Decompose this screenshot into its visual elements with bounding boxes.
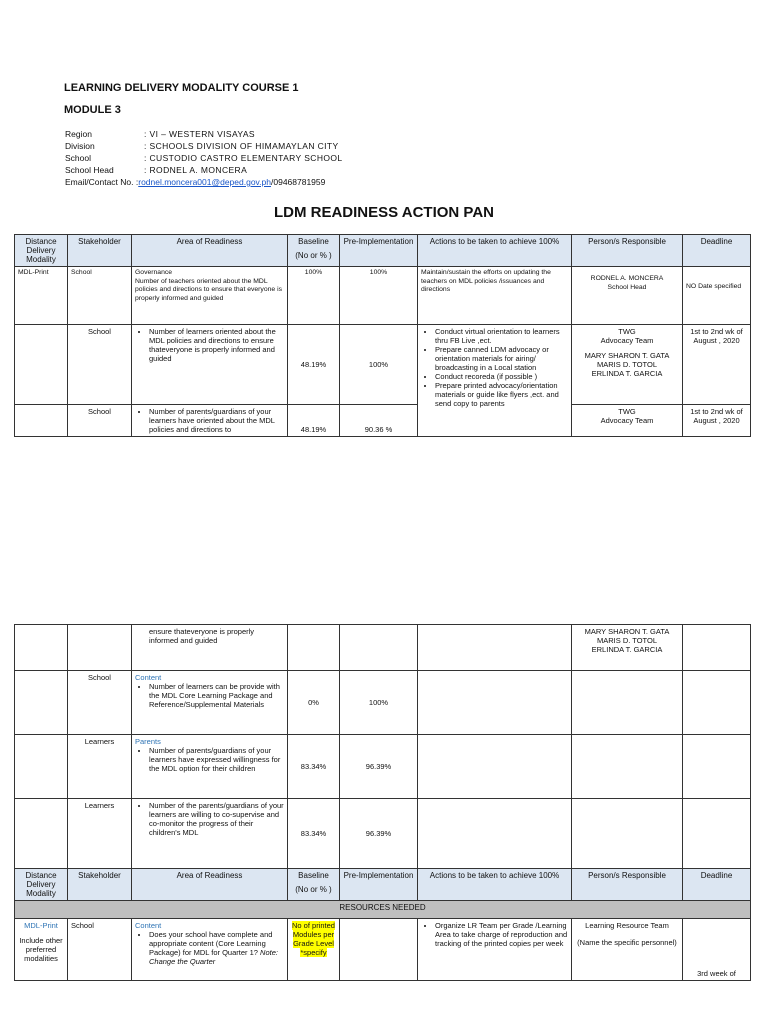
table-row: School Content • Number of learners can be provide with the MDL Core Learning Package and Reference/Supplemental Materials 0% 100% — [15, 671, 751, 735]
readiness-table-page2 — [14, 624, 751, 981]
col-stakeholder: Stakeholder — [68, 235, 132, 267]
page-2 — [0, 600, 768, 1024]
page-1 — [0, 0, 768, 470]
school-info — [65, 128, 343, 188]
page-gap — [0, 470, 768, 600]
table-row: Learners Parents • Number of parents/guardians of your learners have expressed willingness for the MDL option for their children 83.34% 96.39% — [15, 735, 751, 799]
info-school: School : CUSTODIO CASTRO ELEMENTARY SCHOOL — [65, 153, 343, 163]
col-modality: Distance Delivery Modality — [15, 235, 68, 267]
col-person: Person/s Responsible — [572, 235, 683, 267]
resources-needed-row: RESOURCES NEEDED — [15, 901, 751, 919]
table-row: School • Number of parents/guardians of your learners have oriented about the MDL policies and directions to 48.19% 90.36 % TWG Advocacy Team 1st to 2nd wk of August , 2020 — [15, 405, 751, 437]
table-header-row-repeat: Distance Delivery Modality Stakeholder Area of Readiness Baseline (No or % ) Pre-Implementation Actions to be taken to achieve 100% Person/s Responsible Deadline — [15, 869, 751, 901]
col-pre-implementation: Pre-Implementation — [340, 235, 418, 267]
readiness-table-page1 — [14, 234, 751, 437]
email-link[interactable]: rodnel.moncera001@deped.gov.ph — [138, 177, 271, 187]
info-email: Email/Contact No. : rodnel.moncera001@deped.gov.ph /09468781959 — [65, 177, 326, 187]
module-title: MODULE 3 — [64, 104, 121, 116]
info-region: Region : VI – WESTERN VISAYAS — [65, 129, 255, 139]
col-area: Area of Readiness — [132, 235, 288, 267]
col-deadline: Deadline — [683, 235, 751, 267]
info-division: Division : SCHOOLS DIVISION OF HIMAMAYLAN CITY — [65, 141, 339, 151]
table-row: School • Number of learners oriented about the MDL policies and directions to ensure thateveryone is properly informed and guided 48.19% 100% • Conduct virtual orientation to learners thru FB Live ,ect. • Prepare canned LDM advocacy or orientation materials for airing/ broadcasting in a Local station • Conduct recoreda (if possible ) • Prepare printed advocacy/orientation materials or guide like flyers ,ect. and send copy to parents TWG Advocacy Team MARY SHARON T. GATA MARIS D. TOTOL ERLINDA T. GARCIA 1st to 2nd wk of August , 2020 — [15, 325, 751, 405]
table-header-row — [15, 235, 751, 267]
table-row: MDL-Print Include other preferred modalities School Content • Does your school have complete and appropriate content (Core Learning Package) for MDL for Quarter 1? Note: Change the Quarter No of printed Modules per Grade Level *specify • Organize LR Team per Grade /Learning Area to take charge of reproduction and tracking of the printed copies per week Learning Resource Team (Name the specific personnel) 3rd week of — [15, 919, 751, 981]
table-row: MDL-Print School Governance Number of teachers oriented about the MDL policies and directions to ensure that everyone is properly informed and guided 100% 100% Maintain/sustain the efforts on updating the teachers on MDL policies /issuances and directions RODNEL A. MONCERA School Head NO Date specified — [15, 267, 751, 325]
table-row: Learners • Number of the parents/guardians of your learners are willing to co-supervise and co-monitor the progress of their children's MDL 83.34% 96.39% — [15, 799, 751, 869]
document-heading: LDM READINESS ACTION PAN — [273, 204, 494, 221]
course-title: LEARNING DELIVERY MODALITY COURSE 1 — [64, 82, 299, 94]
info-school-head: School Head : RODNEL A. MONCERA — [65, 165, 248, 175]
col-baseline: Baseline (No or % ) — [288, 235, 340, 267]
table-row: ensure thateveryone is properly informed and guided MARY SHARON T. GATA MARIS D. TOTOL ERLINDA T. GARCIA — [15, 625, 751, 671]
col-actions: Actions to be taken to achieve 100% — [418, 235, 572, 267]
